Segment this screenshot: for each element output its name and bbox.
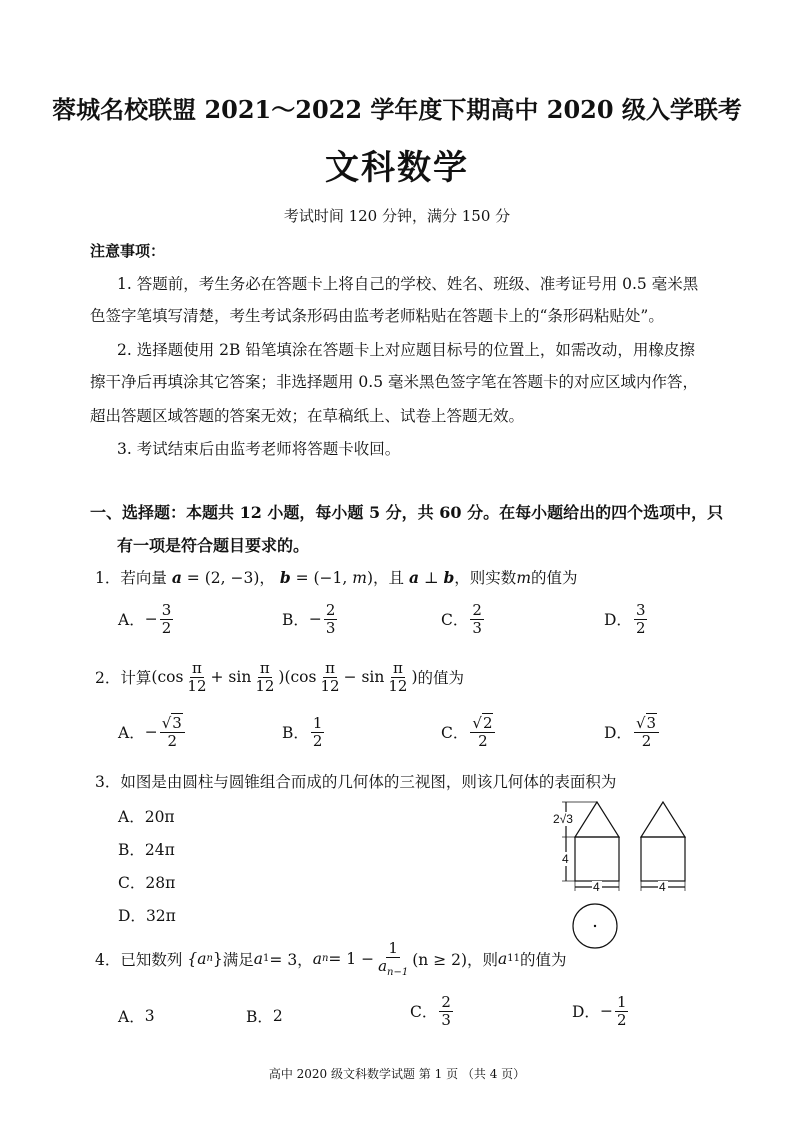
q1-option-c[interactable]: C． $\frac{2}{3}$ — [441, 601, 482, 637]
q1-option-a[interactable]: A． − $\frac{3}{2}$ — [118, 601, 172, 637]
q1-option-b[interactable]: B． − $\frac{2}{3}$ — [282, 601, 336, 637]
note-1-line-1: 1. 答题前，考生务必在答题卡上将自己的学校、姓名、班级、准考证号用 0.5 毫米黑 — [117, 275, 699, 293]
question-2-stem: 2． 计算 (cos $\frac{\pi}{12}$ + sin $\frac{\pi}{12}$ )(cos $\frac{\pi}{12}$ − sin $\frac{\pi}{12}$ ) 的值为 — [95, 659, 465, 695]
q3-option-b[interactable]: B．24π — [118, 841, 175, 859]
note-2-line-1: 2. 选择题使用 2B 铅笔填涂在答题卡上对应题目标号的位置上，如需改动，用橡皮擦 — [117, 341, 695, 359]
cylinder-height-label: 4 — [562, 852, 569, 866]
front-view-cylinder — [575, 837, 619, 881]
exam-title: 蓉城名校联盟 2021～2022 学年度下期高中 2020 级入学联考 — [52, 95, 742, 124]
note-1-line-2: 色签字笔填写清楚，考生考试条形码由监考老师粘贴在答题卡上的“条形码粘贴处”。 — [90, 307, 664, 325]
notes-heading: 注意事项： — [90, 242, 166, 260]
q4-option-a[interactable]: A． 3 — [118, 1007, 155, 1026]
section-1-title-line-2: 有一项是符合题目要求的。 — [117, 536, 310, 555]
question-3-stem: 3．如图是由圆柱与圆锥组合而成的几何体的三视图，则该几何体的表面积为 — [95, 773, 617, 791]
q4-option-c[interactable]: C． $\frac{2}{3}$ — [410, 993, 451, 1029]
q3-option-d[interactable]: D．32π — [118, 907, 176, 925]
question-1-stem: 1．若向量 a = (2, −3)， b = (−1, m)，且 a ⊥ b，则实数m的值为 — [95, 568, 578, 587]
exam-time-info: 考试时间 120 分钟，满分 150 分 — [283, 207, 511, 225]
q3-option-a[interactable]: A．20π — [118, 808, 175, 826]
side-view-cone — [641, 802, 685, 837]
side-view-cylinder — [641, 837, 685, 881]
note-3: 3. 考试结束后由监考老师将答题卡收回。 — [117, 440, 401, 458]
section-1-title-line-1: 一、选择题：本题共 12 小题，每小题 5 分，共 60 分。在每小题给出的四个选项中，只 — [90, 503, 724, 522]
q2-option-d[interactable]: D． $\frac{√3}{2}$ — [604, 715, 661, 749]
note-2-line-3: 超出答题区域答题的答案无效；在草稿纸上、试卷上答题无效。 — [90, 407, 525, 425]
page-footer: 高中 2020 级文科数学试题 第 1 页 （共 4 页） — [268, 1067, 526, 1081]
q4-option-b[interactable]: B． 2 — [246, 1007, 283, 1026]
cone-height-label: 2√3 — [553, 812, 573, 826]
q2-option-b[interactable]: B． $\frac{1}{2}$ — [282, 714, 323, 750]
q2-option-a[interactable]: A． − $\frac{√3}{2}$ — [118, 715, 187, 749]
subject-title: 文科数学 — [325, 148, 469, 188]
front-width-label: 4 — [593, 880, 600, 894]
note-2-line-2: 擦干净后再填涂其它答案；非选择题用 0.5 毫米黑色签字笔在答题卡的对应区域内作答， — [90, 373, 699, 391]
three-view-figure — [550, 790, 700, 950]
question-4-stem: 4． 已知数列 {a n } 满足 a 1 = 3， a n = 1 − $\frac{1}{a_{n-1}}$ (n ≥ 2)，则 a 11 的值为 — [95, 939, 567, 978]
q1-option-d[interactable]: D． $\frac{3}{2}$ — [604, 601, 646, 637]
q4-option-d[interactable]: D． − $\frac{1}{2}$ — [572, 993, 627, 1029]
front-view-cone — [575, 802, 619, 837]
side-width-label: 4 — [659, 880, 666, 894]
q3-option-c[interactable]: C．28π — [118, 874, 176, 892]
q2-option-c[interactable]: C． $\frac{√2}{2}$ — [441, 715, 497, 749]
